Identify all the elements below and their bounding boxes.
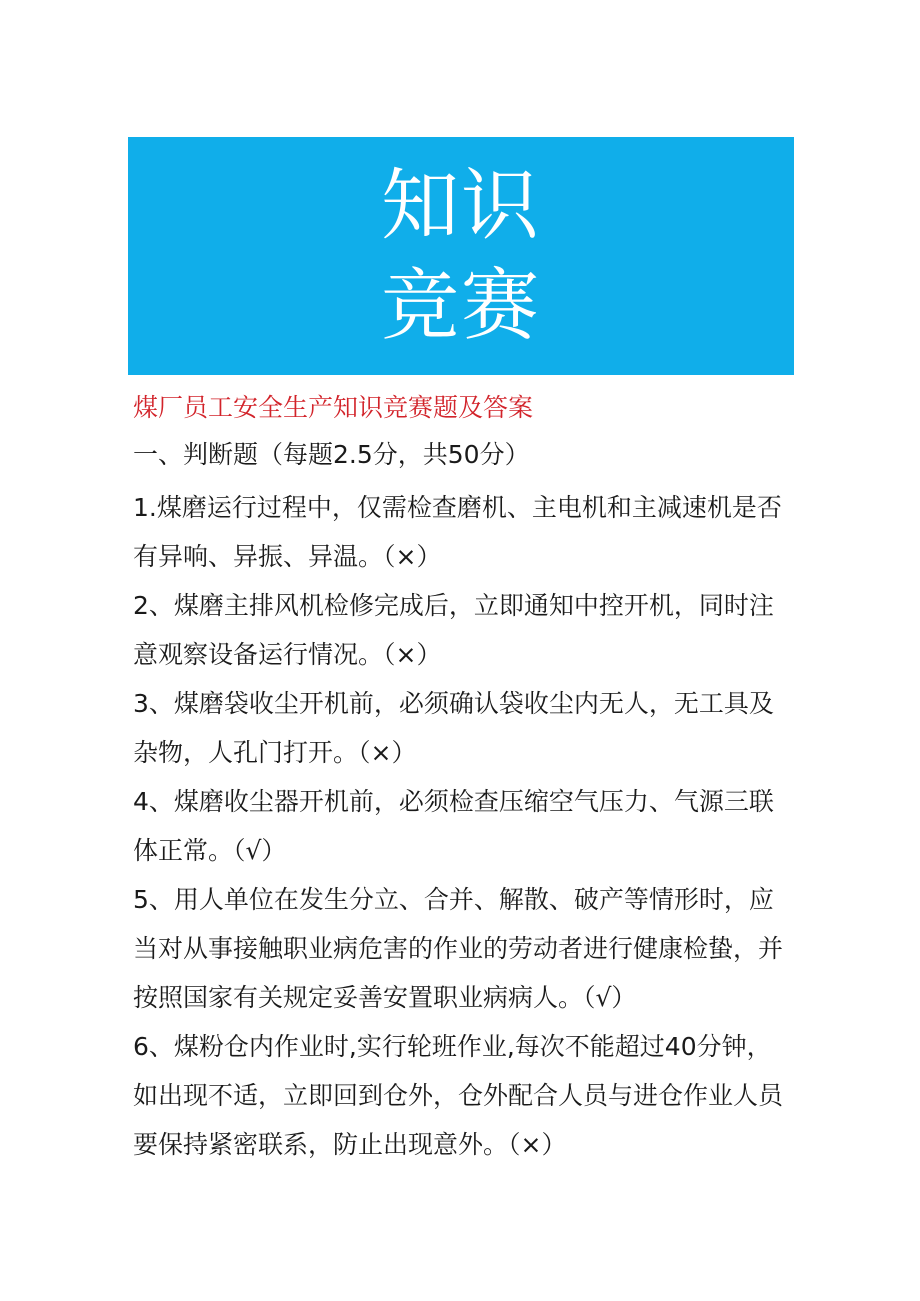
question-item: 5、用人单位在发生分立、合并、解散、破产等情形时，应当对从事接触职业病危害的作业的劳动者进行健康检蛰，并按照国家有关规定妥善安置职业病病人。（√） xyxy=(133,885,784,1012)
section-heading: 一、判断题（每题2.5分，共50分） xyxy=(133,440,530,469)
title-banner xyxy=(128,137,794,375)
question-item: 6、煤粉仓内作业时,实行轮班作业,每次不能超过40分钟，如出现不适，立即回到仓外，仓外配合人员与进仓作业人员要保持紧密联系，防止出现意外。（×） xyxy=(133,1032,784,1159)
question-list xyxy=(133,483,795,1169)
question-item: 2、煤磨主排风机检修完成后，立即通知中控开机，同时注意观察设备运行情况。（×） xyxy=(133,591,774,669)
question-item: 4、煤磨收尘器开机前，必须检查压缩空气压力、气源三联体正常。（√） xyxy=(133,787,774,865)
banner-text-line-2: 竞赛 xyxy=(380,261,541,351)
banner-text-line-1: 知识 xyxy=(380,161,541,251)
question-item: 3、煤磨袋收尘开机前，必须确认袋收尘内无人，无工具及杂物，人孔门打开。（×） xyxy=(133,689,774,767)
question-item: 1.煤磨运行过程中，仅需检查磨机、主电机和主减速机是否有异响、异振、异温。（×） xyxy=(133,493,782,571)
document-title: 煤厂员工安全生产知识竞赛题及答案 xyxy=(133,393,534,422)
